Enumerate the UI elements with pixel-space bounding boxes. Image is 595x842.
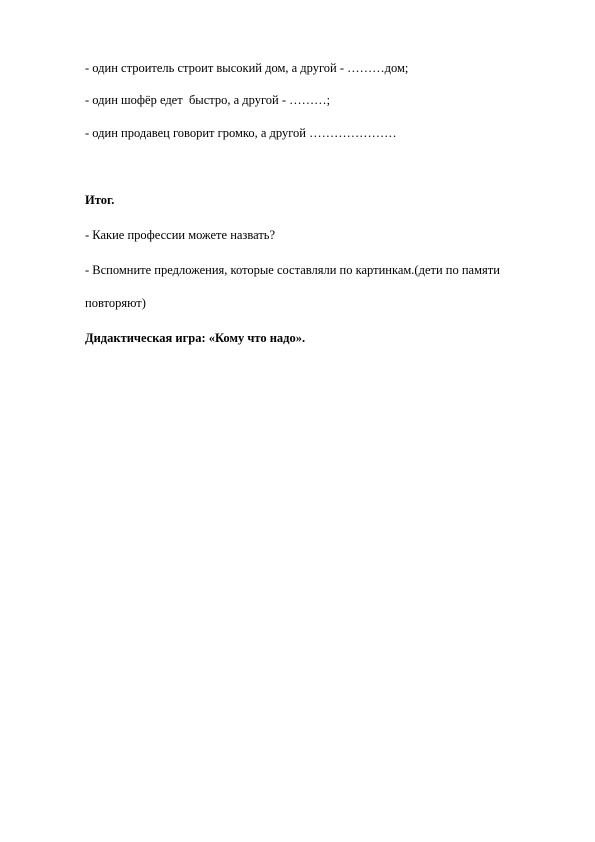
question-sentences-continuation: повторяют) — [85, 296, 146, 310]
sentence-driver: - один шофёр едет быстро, а другой - ………; — [85, 93, 331, 107]
question-sentences: - Вспомните предложения, которые составляли по картинкам.(дети по памяти — [85, 263, 500, 277]
question-professions: - Какие профессии можете назвать? — [85, 228, 276, 242]
sentence-builder: - один строитель строит высокий дом, а другой - ………дом; — [85, 61, 409, 75]
section-heading-summary: Итог. — [85, 193, 115, 207]
sentence-seller: - один продавец говорит громко, а другой ………………… — [85, 126, 397, 140]
didactic-game-title: Дидактическая игра: «Кому что надо». — [85, 331, 306, 345]
